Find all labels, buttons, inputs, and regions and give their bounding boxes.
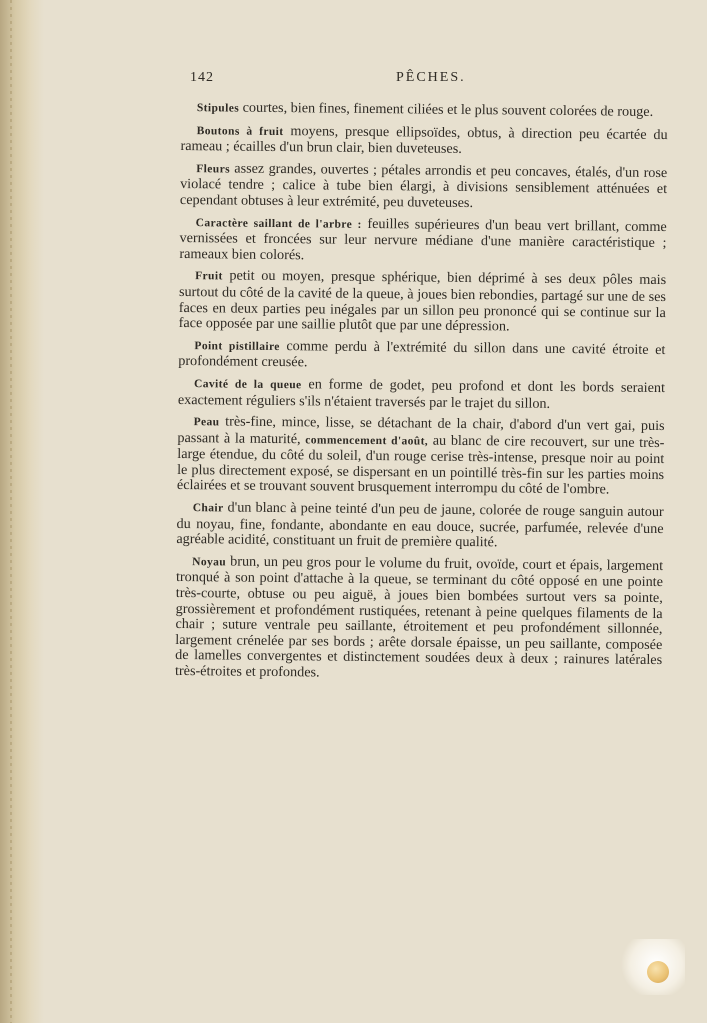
term-commencement-aout: commencement d'août, xyxy=(305,434,429,448)
page-header xyxy=(190,70,670,86)
term-peau: Peau xyxy=(193,416,220,429)
text-cavite: en forme de godet, peu profond et dont les bords seraient exactement réguliers s'ils n'étaient traversés par le trajet du sillon. xyxy=(177,376,666,412)
paragraph-fleurs xyxy=(180,161,667,214)
paragraph-caractere xyxy=(179,215,666,268)
text-fleurs: assez grandes, ouvertes ; pétales arrondis et peu concaves, étalés, d'un rose violacé tendre ; calice à tube bien élargi, à divisions sensiblement atténuées et cependant obtuses à leur extrémité, peu duveteuses. xyxy=(179,160,668,212)
text-noyau: brun, un peu gros pour le volume du fruit, ovoïde, court et épais, largement tronqué à son point d'attache à la queue, se terminant du côté opposé en une pointe très-courte, obtuse ou peu aiguë, à joues bien bombées surtout vers sa pointe, grossièrement et profondément rustiquées, retenant à peine quelques filaments de la chair ; suture ventrale peu saillante, étroitement et peu profondément sillonnée, largement crénelée par ses bords ; arête dorsale épaisse, un peu saillante, composée de lamelles convergentes et distinctement soudées deux à deux ; rainures latérales très-étroites et profondes. xyxy=(174,553,664,681)
paragraph-stipules xyxy=(181,100,668,122)
text-chair: d'un blanc à peine teinté d'un peu de jaune, colorée de rouge sanguin autour du noyau, fine, fondante, abondante en eau douce, sucrée, parfumée, relevée d'une agréable acidité, constituant un fruit de première qualité. xyxy=(176,499,664,551)
text-point-pistillaire: comme perdu à l'extrémité du sillon dans une cavité étroite et profondément creusée. xyxy=(178,337,666,371)
text-peau-before: très-fine, mince, lisse, se détachant de la chair, d'abord d'un vert gai, puis passant à la maturité, xyxy=(177,413,665,448)
paragraph-point-pistillaire xyxy=(178,338,665,375)
term-cavite: Cavité de la queue xyxy=(193,378,302,392)
text-peau-after: au blanc de cire recouvert, sur une très-large étendue, du côté du soleil, d'un rouge cerise très-intense, presque noir au point le plus directement exposé, se dispersant en un pointillé très-fin sur les parties moins éclairées et se trouvant souvent brusquement interrompu du côté de l'ombre. xyxy=(176,432,665,498)
term-stipules: Stipules xyxy=(196,102,240,115)
book-binding-edge xyxy=(0,0,44,1023)
text-fruit: petit ou moyen, presque sphérique, bien déprimé à ses deux pôles mais surtout du côté de la cavité de la queue, à joues bien rebondies, partagé sur une de ses faces en deux parties peu inégales par un sillon peu prononcé qui se continue sur la face opposée par une saillie plutôt que par une dépression. xyxy=(178,267,667,335)
term-caractere: Caractère saillant de l'arbre : xyxy=(195,216,362,231)
paragraph-peau xyxy=(177,414,665,499)
fruit-stamp-icon xyxy=(647,961,669,983)
paragraph-fruit xyxy=(179,268,667,336)
running-title: PÊCHES. xyxy=(396,70,466,85)
text-boutons: moyens, presque ellipsoïdes, obtus, à direction peu écartée du rameau ; écailles d'un brun clair, bien duveteuses. xyxy=(180,122,668,158)
term-noyau: Noyau xyxy=(192,555,227,569)
term-chair: Chair xyxy=(192,502,224,515)
paragraph-noyau xyxy=(175,554,663,685)
term-boutons: Boutons à fruit xyxy=(196,124,284,138)
term-fruit: Fruit xyxy=(195,270,223,283)
text-caractere: feuilles supérieures d'un beau vert brillant, comme vernissées et froncées sur leur nervure médiane d'une manière caractéristique ; rameaux bien colorés. xyxy=(179,215,667,264)
paragraph-cavite xyxy=(178,376,665,413)
page-number: 142 xyxy=(190,70,214,85)
page-body xyxy=(175,100,668,691)
term-fleurs: Fleurs xyxy=(196,162,231,176)
paragraph-chair xyxy=(176,500,663,553)
paragraph-boutons xyxy=(180,123,667,160)
term-point-pistillaire: Point pistillaire xyxy=(194,339,280,353)
text-stipules: courtes, bien fines, finement ciliées et le plus souvent colorées de rouge. xyxy=(239,99,654,120)
